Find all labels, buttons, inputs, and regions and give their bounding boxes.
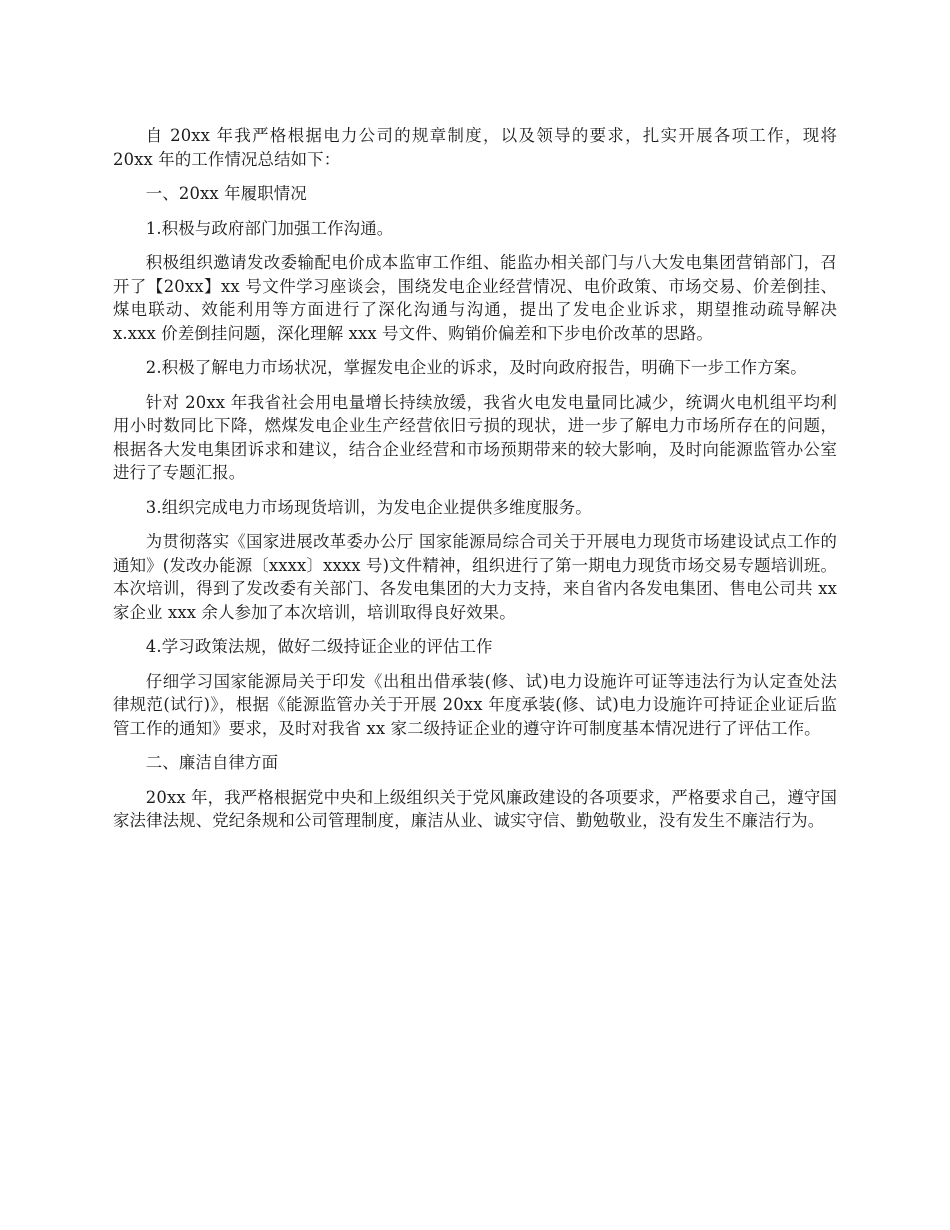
paragraph-government-communication: 积极组织邀请发改委输配电价成本监审工作组、能监办相关部门与八大发电集团营销部门，召开了【20xx】xx 号文件学习座谈会，围绕发电企业经营情况、电价政策、市场交易、价差倒挂、煤电联动、效能利用等方面进行了深化沟通与沟通，提出了发电企业诉求，期望推动疏导解决 x.xxx 价差倒挂问题，深化理解 xxx 号文件、购销价偏差和下步电价改革的思路。	[113, 253, 837, 343]
subheading-policy-study: 4.学习政策法规，做好二级持证企业的评估工作	[145, 637, 493, 656]
paragraph-integrity: 20xx 年，我严格根据党中央和上级组织关于党风廉政建设的各项要求，严格要求自己，遵守国家法律法规、党纪条规和公司管理制度，廉洁从业、诚实守信、勤勉敬业，没有发生不廉洁行为。	[113, 787, 837, 830]
section-heading-duties: 一、20xx 年履职情况	[145, 184, 307, 203]
intro-paragraph: 自 20xx 年我严格根据电力公司的规章制度，以及领导的要求，扎实开展各项工作，现将 20xx 年的工作情况总结如下：	[113, 126, 837, 169]
paragraph-market-status: 针对 20xx 年我省社会用电量增长持续放缓，我省火电发电量同比减少，统调火电机组平均利用小时数同比下降，燃煤发电企业生产经营依旧亏损的现状，进一步了解电力市场所存在的问题，根据各大发电集团诉求和建议，结合企业经营和市场预期带来的较大影响，及时向能源监管办公室进行了专题汇报。	[113, 392, 837, 482]
document-body	[113, 124, 837, 844]
paragraph-policy-study: 仔细学习国家能源局关于印发《出租出借承装(修、试)电力设施许可证等违法行为认定查处法律规范(试行)》，根据《能源监管办关于开展 20xx 年度承装(修、试)电力设施许可持证企业证后监管工作的通知》要求，及时对我省 xx 家二级持证企业的遵守许可制度基本情况进行了评估工作。	[113, 671, 837, 738]
subheading-government-communication: 1.积极与政府部门加强工作沟通。	[145, 218, 394, 238]
paragraph-spot-training: 为贯彻落实《国家进展改革委办公厅 国家能源局综合司关于开展电力现货市场建设试点工作的通知》(发改办能源〔xxxx〕xxxx 号)文件精神，组织进行了第一期电力现货市场交易专题培训班。本次培训，得到了发改委有关部门、各发电集团的大力支持，来自省内各发电集团、售电公司共 xx 家企业 xxx 余人参加了本次培训，培训取得良好效果。	[113, 532, 837, 622]
subheading-market-status: 2.积极了解电力市场状况，掌握发电企业的诉求，及时向政府报告，明确下一步工作方案。	[145, 358, 807, 377]
subheading-spot-training: 3.组织完成电力市场现货培训，为发电企业提供多维度服务。	[145, 497, 592, 517]
section-heading-integrity: 二、廉洁自律方面	[145, 753, 279, 772]
